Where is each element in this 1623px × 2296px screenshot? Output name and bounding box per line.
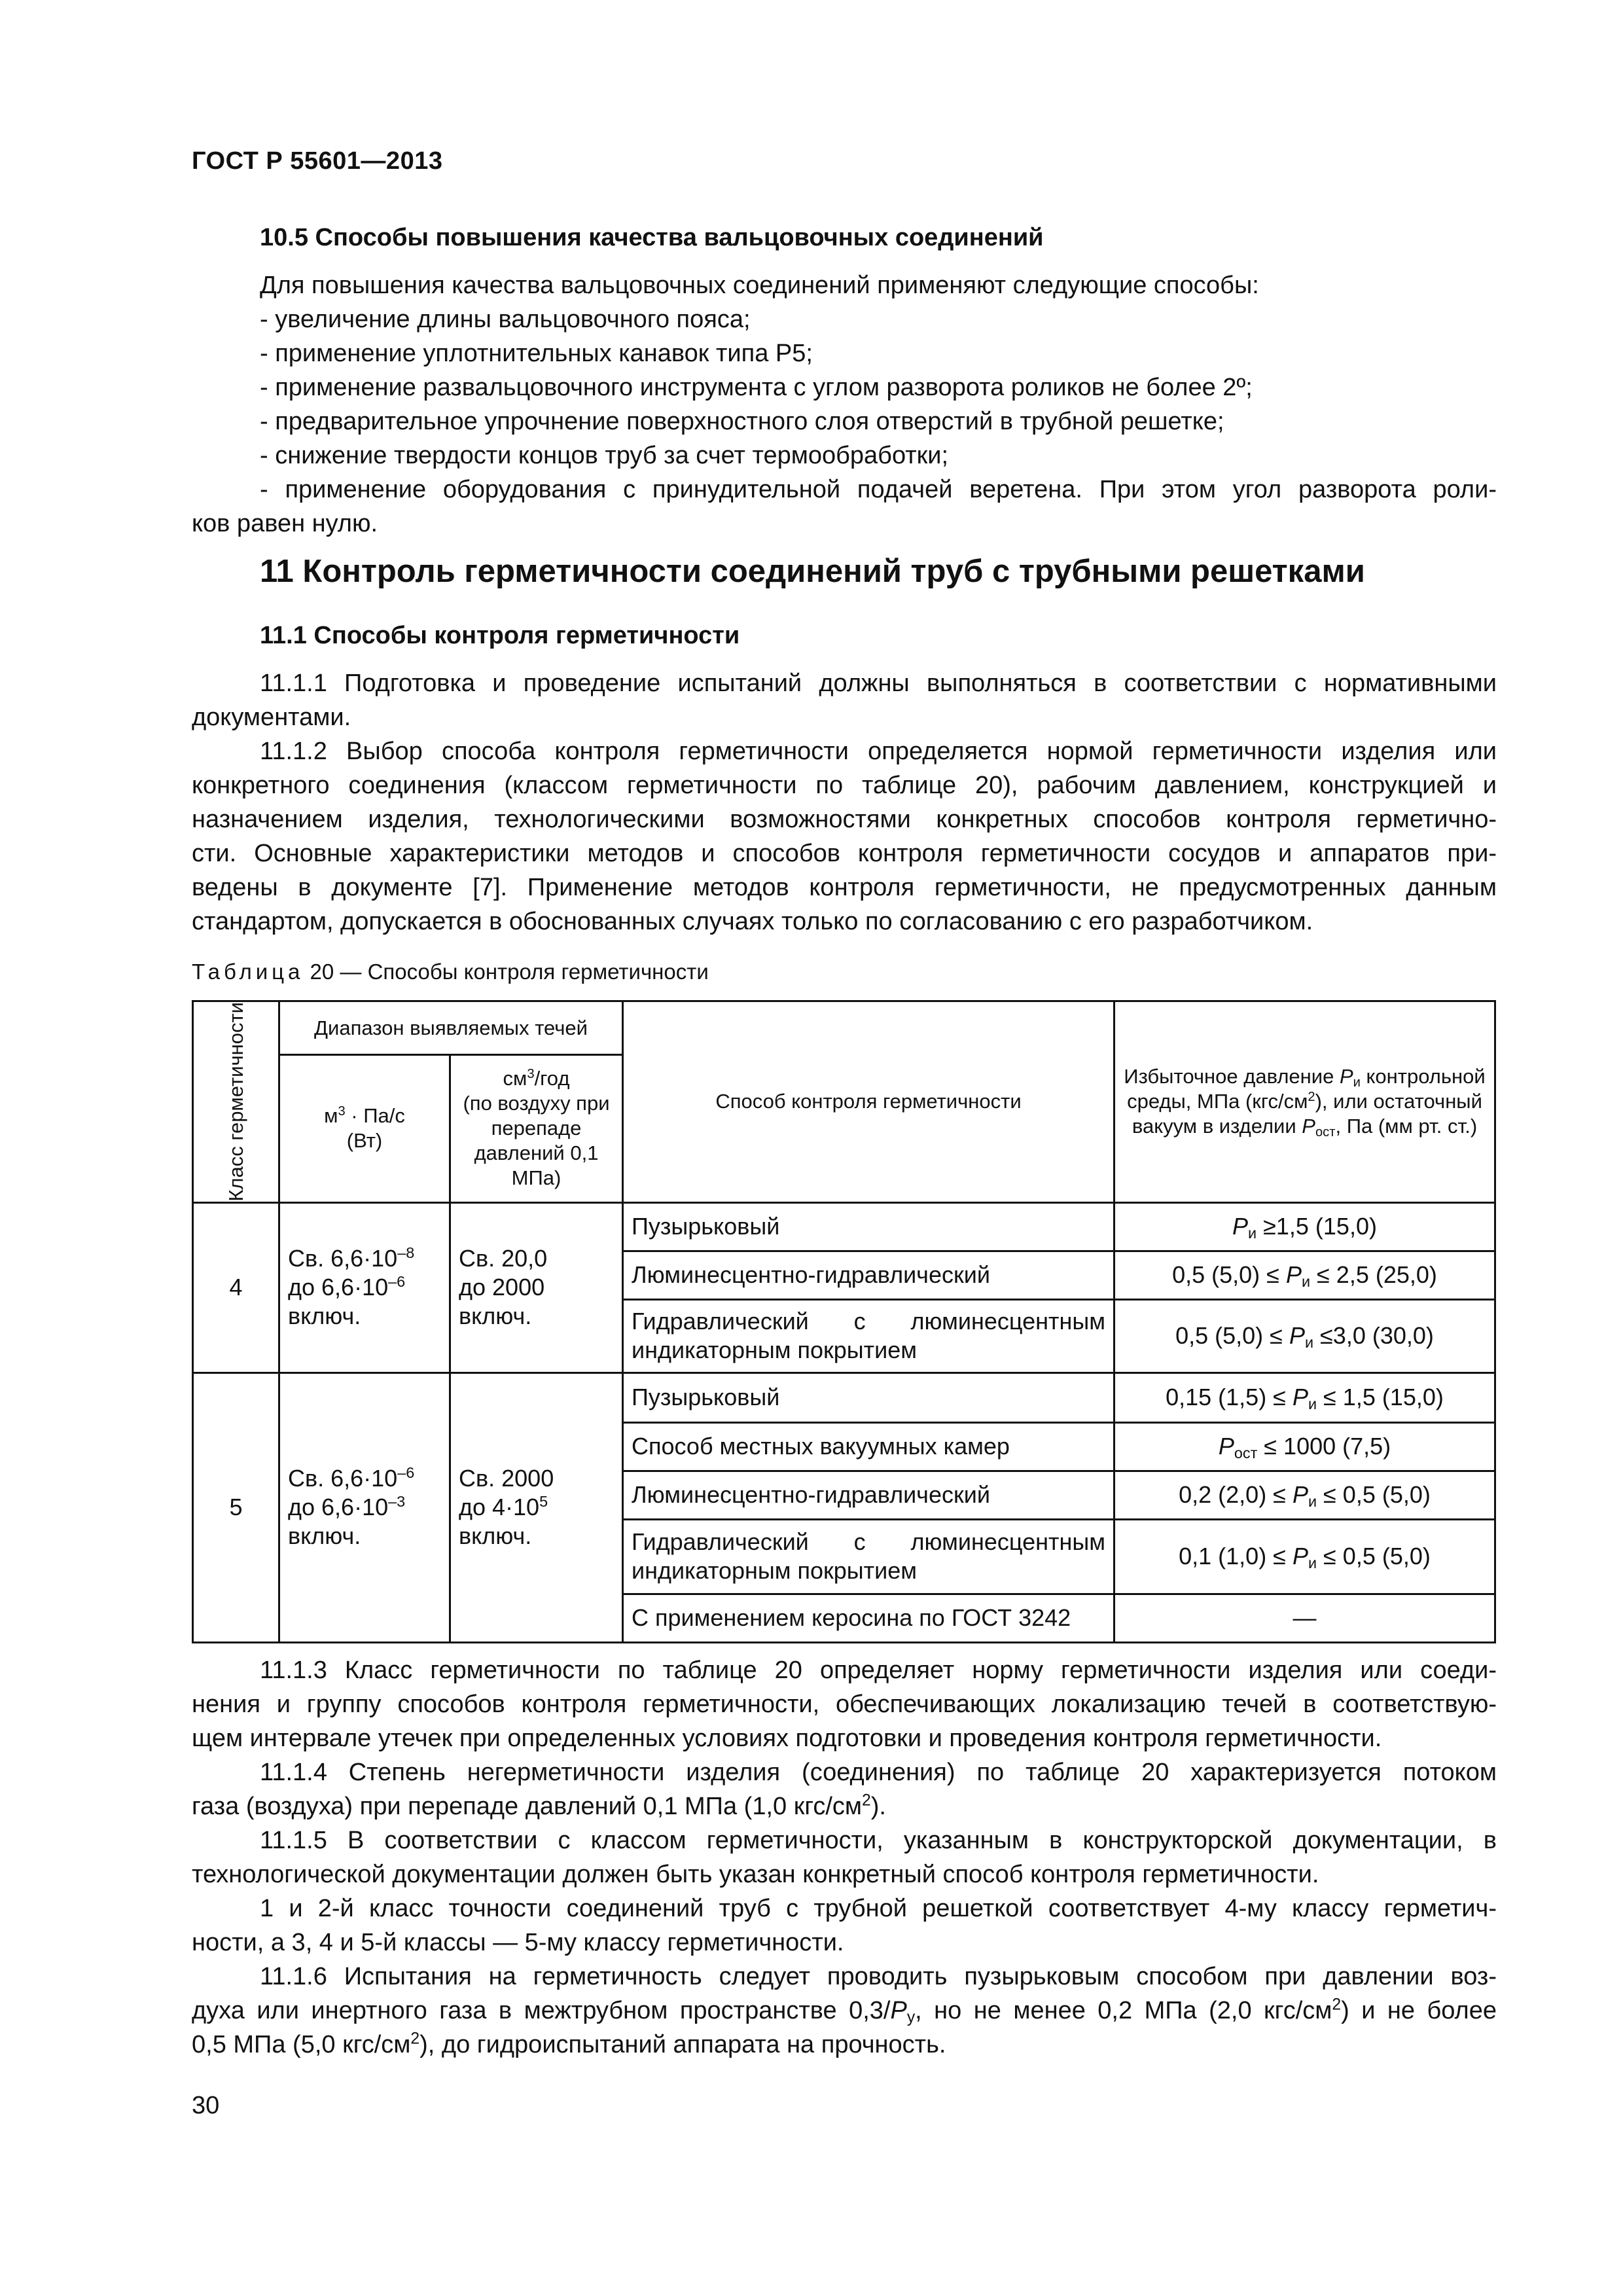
method-cell: Гидравлический с люминесцентным индикаторным покрытием (623, 1519, 1115, 1594)
paragraph-line: 11.1.2 Выбор способа контроля герметичности определяется нормой герметичности изделия или (260, 738, 1497, 765)
section-11-title: 11 Контроль герметичности соединений труб с трубными решетками (260, 554, 1365, 589)
paragraph-line: технологической документации должен быть указан конкретный способ контроля герметичности. (192, 1861, 1319, 1888)
section-10-5-intro: Для повышения качества вальцовочных соединений применяют следующие способы: (260, 272, 1259, 299)
list-item: - применение развальцовочного инструмента с углом разворота роликов не более 2º; (260, 374, 1253, 401)
paragraph-line: щем интервале утечек при определенных условиях подготовки и проведения контроля герметичности. (192, 1725, 1382, 1752)
paragraph-line: стандартом, допускается в обоснованных случаях только по согласованию с его разработчиком. (192, 908, 1313, 935)
class-cell: 4 (193, 1202, 279, 1372)
header-range: Диапазон выявляемых течей (279, 1001, 623, 1055)
table-row (193, 1372, 1495, 1422)
range-cm3-cell: Св. 20,0 до 2000 включ. (450, 1202, 623, 1372)
paragraph-line: ности, а 3, 4 и 5-й классы — 5-му классу герметичности. (192, 1929, 844, 1956)
pressure-cell: $P_и \ge 1,5$ (15,0) (1115, 1202, 1495, 1251)
list-item: - предварительное упрочнение поверхностного слоя отверстий в трубной решетке; (260, 408, 1224, 435)
method-cell: Люминесцентно-гидравлический (623, 1471, 1115, 1519)
paragraph-line: назначением изделия, технологическими возможностями конкретных способов контроля герметично- (192, 806, 1497, 833)
paragraph-line: 11.1.4 Степень негерметичности изделия (соединения) по таблице 20 характеризуется потоком (260, 1759, 1497, 1786)
pressure-cell: 0,5 $(5,0) \le P_и \le 3,0$ (30,0) (1115, 1299, 1495, 1372)
table-caption-word: Таблица (192, 960, 304, 984)
method-cell: Гидравлический с люминесцентным индикаторным покрытием (623, 1299, 1115, 1372)
list-item: - применение уплотнительных канавок типа Р5; (260, 340, 813, 367)
paragraph-line: сти. Основные характеристики методов и способов контроля герметичности сосудов и аппаратов при- (192, 840, 1497, 867)
header-unit-cm3: $см^3$/год (по воздуху при перепаде давлений 0,1 МПа) (450, 1055, 623, 1203)
list-item: - увеличение длины вальцовочного пояса; (260, 306, 751, 333)
list-item: ков равен нулю. (192, 510, 378, 537)
method-cell: Способ местных вакуумных камер (623, 1422, 1115, 1471)
range-watt-cell: Св. $6,6\cdot 10^{-8}$ до $6,6\cdot 10^{-6}$ включ. (279, 1202, 450, 1372)
range-watt-cell: Св. $6,6\cdot 10^{-6}$ до $6,6\cdot 10^{-3}$ включ. (279, 1372, 450, 1642)
table-row (193, 1202, 1495, 1251)
paragraph-11-1-3 (192, 1653, 1497, 1755)
document-header: ГОСТ Р 55601—2013 (192, 147, 443, 175)
paragraph-line: ведены в документе [7]. Применение методов контроля герметичности, не предусмотренных данным (192, 874, 1497, 901)
paragraph-line: духа или инертного газа в межтрубном пространстве $0,3/P_у$, но не менее 0,2 МПа (2,0 кгс/$см^2$) и не более (192, 1996, 1497, 2027)
pressure-cell: 0,5 $(5,0) \le P_и \le 2,5$ (25,0) (1115, 1251, 1495, 1299)
list-item: - снижение твердости концов труб за счет термообработки; (260, 442, 949, 469)
paragraph-line: конкретного соединения (классом герметичности по таблице 20), рабочим давлением, конструкцией и (192, 772, 1497, 799)
table-caption-text: 20 — Способы контроля герметичности (304, 960, 709, 984)
paragraph-line: нения и группу способов контроля герметичности, обеспечивающих локализацию течей в соответствую- (192, 1691, 1497, 1718)
paragraph-line: документами. (192, 704, 351, 731)
class-cell: 5 (193, 1372, 279, 1642)
table-20 (192, 1000, 1496, 1643)
pressure-cell: $P_{ост} \le 1000$ (7,5) (1115, 1422, 1495, 1471)
pressure-cell: 0,15 $(1,5) \le P_и \le 1,5$ (15,0) (1115, 1372, 1495, 1422)
section-10-5-title: 10.5 Способы повышения качества вальцовочных соединений (260, 224, 1044, 251)
paragraph-line: 11.1.5 В соответствии с классом герметичности, указанным в конструкторской документации, в (260, 1827, 1497, 1854)
list-item: - применение оборудования с принудительной подачей веретена. При этом угол разворота роли- (260, 476, 1497, 503)
method-cell: С применением керосина по ГОСТ 3242 (623, 1594, 1115, 1642)
pressure-cell: 0,2 $(2,0) \le P_и \le 0,5$ (5,0) (1115, 1471, 1495, 1519)
pressure-cell: 0,1 $(1,0) \le P_и \le 0,5$ (5,0) (1115, 1519, 1495, 1594)
paragraph-line: 11.1.6 Испытания на герметичность следует проводить пузырьковым способом при давлении воз- (260, 1963, 1497, 1990)
paragraph-classes (192, 1892, 1497, 1960)
paragraph-line: 11.1.1 Подготовка и проведение испытаний должны выполняться в соответствии с нормативными (260, 670, 1497, 697)
page-number: 30 (192, 2092, 220, 2119)
method-cell: Люминесцентно-гидравлический (623, 1251, 1115, 1299)
paragraph-11-1-2 (192, 734, 1497, 939)
range-cm3-cell: Св. 2000 до $4\cdot 10^5$ включ. (450, 1372, 623, 1642)
table-caption (192, 960, 709, 984)
paragraph-line: 0,5 МПа (5,0 кгс/$см^2$), до гидроиспытаний аппарата на прочность. (192, 2030, 946, 2058)
paragraph-11-1-5 (192, 1823, 1497, 1892)
paragraph-line: 1 и 2-й класс точности соединений труб с трубной решеткой соответствует 4-му классу герметич- (260, 1895, 1497, 1922)
section-10-5-body (192, 268, 1497, 541)
header-pressure: Избыточное давление $P_и$ контрольной среды, МПа $(кгс/см^2)$, или остаточный вакуум в изделии $P_{ост}$, Па (мм рт. ст.) (1115, 1001, 1495, 1203)
paragraph-line: 11.1.3 Класс герметичности по таблице 20 определяет норму герметичности изделия или соеди- (260, 1657, 1497, 1684)
paragraph-11-1-6 (192, 1960, 1497, 2062)
header-unit-watt: $м^3 \cdot Па/с$ (Вт) (279, 1055, 450, 1203)
section-11-1-title: 11.1 Способы контроля герметичности (260, 622, 740, 649)
table-header-row (193, 1001, 1495, 1055)
pressure-cell: — (1115, 1594, 1495, 1642)
method-cell: Пузырьковый (623, 1372, 1115, 1422)
paragraph-11-1-4 (192, 1755, 1497, 1823)
paragraph-11-1-1 (192, 666, 1497, 734)
header-method: Способ контроля герметичности (623, 1001, 1115, 1203)
method-cell: Пузырьковый (623, 1202, 1115, 1251)
paragraph-line: газа (воздуха) при перепаде давлений 0,1 МПа (1,0 кгс/$см^2$). (192, 1791, 886, 1820)
header-class: Класс герметичности (193, 1001, 279, 1203)
